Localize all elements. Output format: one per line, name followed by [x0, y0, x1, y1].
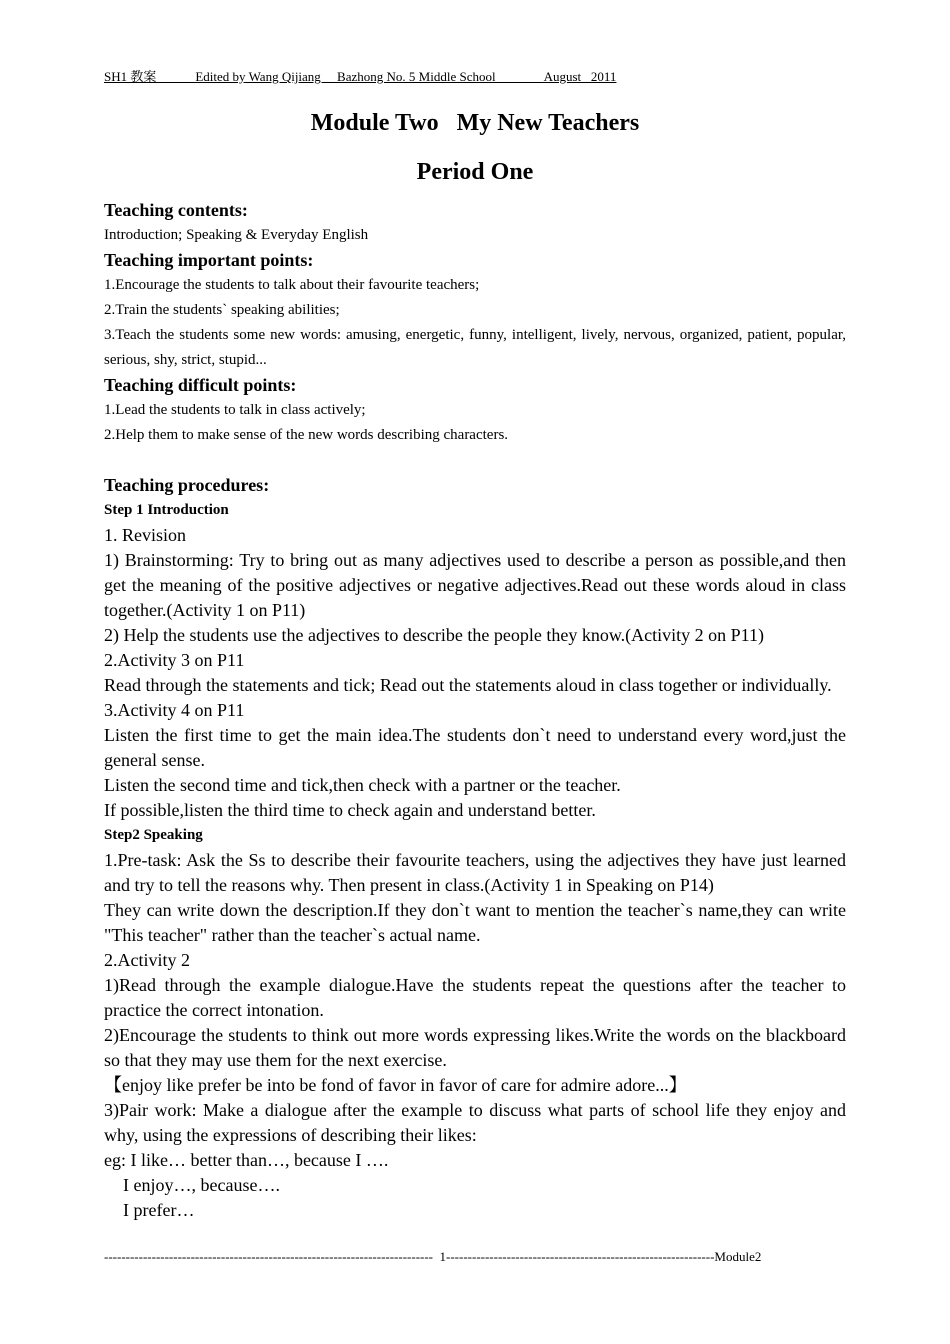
step2-line: 【enjoy like prefer be into be fond of favor in favor of care for admire adore...】 [104, 1075, 687, 1095]
page-header: SH1 教案 Edited by Wang Qijiang Bazhong No. 5 Middle School August 2011 [104, 69, 617, 84]
document-body [104, 198, 846, 1223]
step1-line: Listen the first time to get the main idea.The students don`t need to understand every word,just the general sense. [104, 725, 846, 770]
step1-heading: Step 1 Introduction [104, 502, 229, 518]
document-subtitle: Period One [416, 159, 534, 185]
page-footer: ---------------------------------------------------------------------------- 1--------------------------------------------------------------Module2 [104, 1249, 762, 1264]
step1-line: Listen the second time and tick,then check with a partner or the teacher. [104, 775, 621, 795]
difficult-heading: Teaching difficult points: [104, 375, 297, 395]
step2-line: 1.Pre-task: Ask the Ss to describe their favourite teachers, using the adjectives they have just learned and try to tell the reasons why. Then present in class.(Activity 1 in Speaking on P14) [104, 850, 846, 895]
difficult-point: 1.Lead the students to talk in class actively; [104, 402, 366, 418]
step1-line: 1. Revision [104, 525, 187, 545]
important-point: 2.Train the students` speaking abilities; [104, 302, 340, 318]
step1-line: Read through the statements and tick; Read out the statements aloud in class together or individually. [104, 675, 832, 695]
step2-heading: Step2 Speaking [104, 827, 203, 843]
step1-line: 1) Brainstorming: Try to bring out as many adjectives used to describe a person as possible,and then get the meaning of the positive adjectives or negative adjectives.Read out these words aloud in class together.(Activity 1 on P11) [104, 550, 846, 620]
step2-line: 2.Activity 2 [104, 950, 190, 970]
step2-line: 3)Pair work: Make a dialogue after the example to discuss what parts of school life they enjoy and why, using the expressions of describing their likes: [104, 1100, 846, 1145]
procedures-heading: Teaching procedures: [104, 475, 270, 495]
important-heading: Teaching important points: [104, 250, 314, 270]
difficult-point: 2.Help them to make sense of the new words describing characters. [104, 427, 509, 443]
step2-line: 1)Read through the example dialogue.Have the students repeat the questions after the teacher to practice the correct intonation. [104, 975, 846, 1020]
document-title: Module Two My New Teachers [310, 110, 640, 136]
contents-text: Introduction; Speaking & Everyday English [104, 227, 369, 243]
step2-line: eg: I like… better than…, because I …. [104, 1150, 389, 1170]
step1-line: 3.Activity 4 on P11 [104, 700, 245, 720]
contents-heading: Teaching contents: [104, 200, 248, 220]
step1-line: 2.Activity 3 on P11 [104, 650, 245, 670]
step1-line: 2) Help the students use the adjectives to describe the people they know.(Activity 2 on P11) [104, 625, 765, 645]
step2-line: They can write down the description.If they don`t want to mention the teacher`s name,they can write "This teacher" rather than the teacher`s actual name. [104, 900, 846, 945]
step2-line: I enjoy…, because…. [123, 1175, 280, 1195]
step2-line: 2)Encourage the students to think out more words expressing likes.Write the words on the blackboard so that they may use them for the next exercise. [104, 1025, 846, 1070]
important-point: 1.Encourage the students to talk about their favourite teachers; [104, 277, 480, 293]
step1-line: If possible,listen the third time to check again and understand better. [104, 800, 596, 820]
step2-line: I prefer… [123, 1200, 195, 1220]
important-point: 3.Teach the students some new words: amusing, energetic, funny, intelligent, lively, nervous, organized, patient, popular, serious, shy, strict, stupid... [104, 327, 846, 368]
